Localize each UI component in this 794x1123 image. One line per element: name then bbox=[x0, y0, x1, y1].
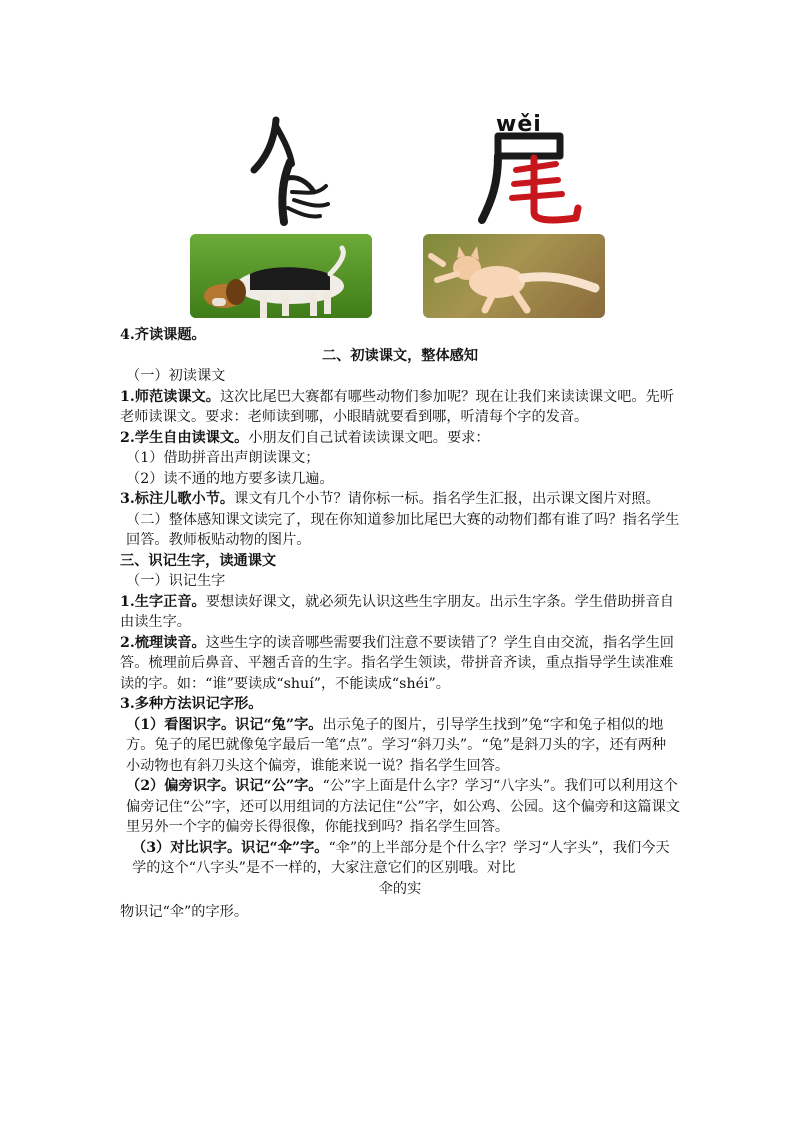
paragraph-overall: （二）整体感知课文读完了，现在你知道参加比尾巴大赛的动物们都有谁了吗？指名学生回答。教师板贴动物的图片。 bbox=[126, 511, 680, 548]
paragraph-pronunciation: 1.生字正音。要想读好课文，就必须先认识这些生字朋友。出示生字条。学生借助拼音自由读生字。 bbox=[120, 593, 674, 630]
pinyin-label: wěi bbox=[496, 112, 542, 137]
sub-heading-characters: （一）识记生字 bbox=[126, 573, 226, 589]
section-heading-3: 三、识记生字，读通课文 bbox=[120, 552, 277, 569]
ancient-tail-glyph bbox=[248, 112, 338, 232]
dog-illustration bbox=[190, 234, 372, 318]
character-wei-text bbox=[478, 128, 479, 129]
character-wei bbox=[478, 128, 588, 228]
paragraph-gong: （2）偏旁识字。识记“公”字。“公”字上面是什么字？学习“八字头”。我们可以利用这个偏旁记住“公”字，还可以用组词的方法记住“公”字，如公鸡、公园。这个偏旁和这篇课文里另外一个字的偏旁长得很像，你能找到吗？指名学生回答。 bbox=[126, 778, 680, 835]
sub-heading-first-read: （一）初读课文 bbox=[126, 368, 226, 384]
paragraph-tu: （1）看图识字。识记“兔”字。出示兔子的图片，引导学生找到”兔“字和兔子相似的地方。兔子的尾巴就像兔字最后一笔“点”。学习“斜刀头”。“兔”是斜刀头的字，还有两种小动物也有斜刀头这个偏旁，谁能来说一说？指名学生回答。 bbox=[126, 716, 667, 774]
list-item-repeat: （2）读不通的地方要多读几遍。 bbox=[126, 470, 334, 487]
paragraph-mark-stanzas: 3.标注儿歌小节。课文有几个小节？请你标一标。指名学生汇报，出示课文图片对照。 bbox=[120, 491, 660, 507]
cat-photo bbox=[423, 234, 605, 318]
caption-umbrella: 伞的实 bbox=[378, 880, 422, 897]
character-wei-strokes bbox=[478, 128, 588, 228]
paragraph-free-reading: 2.学生自由读课文。小朋友们自己试着读读课文吧。要求： bbox=[120, 429, 490, 446]
dog-photo bbox=[190, 234, 372, 318]
paragraph-sort-sounds: 2.梳理读音。这些生字的读音哪些需要我们注意不要读错了？学生自由交流，指名学生回答。梳理前后鼻音、平翘舌音的生字。指名学生领读，带拼音齐读，重点指导学生读准难读的字。如：“谁”要读成“shuí”，不能读成“shéi”。 bbox=[120, 634, 674, 692]
paragraph-san-end: 物识记“伞”的字形。 bbox=[120, 904, 249, 920]
cat-illustration bbox=[423, 234, 605, 318]
lesson-text bbox=[120, 325, 680, 923]
line-read-title bbox=[120, 325, 680, 346]
list-item-pinyin: （1）借助拼音出声朗读课文； bbox=[126, 450, 320, 466]
paragraph-teacher-reading: 1.师范读课文。这次比尾巴大赛都有哪些动物们参加呢？现在让我们来读读课文吧。先听老师读课文。要求：老师读到哪，小眼睛就要看到哪，听清每个字的发音。 bbox=[120, 388, 674, 425]
line-bold: 4.齐读课题。 bbox=[120, 327, 206, 343]
paragraph-methods: 3.多种方法识记字形。 bbox=[120, 696, 263, 712]
paragraph-san: （3）对比识字。识记“伞”字。“伞”的上半部分是个什么字？学习“人字头”，我们今天学的这个“八字头”是不一样的，大家注意它们的区别哦。对比 bbox=[132, 839, 670, 876]
section-heading-2: 二、初读课文，整体感知 bbox=[321, 347, 479, 364]
